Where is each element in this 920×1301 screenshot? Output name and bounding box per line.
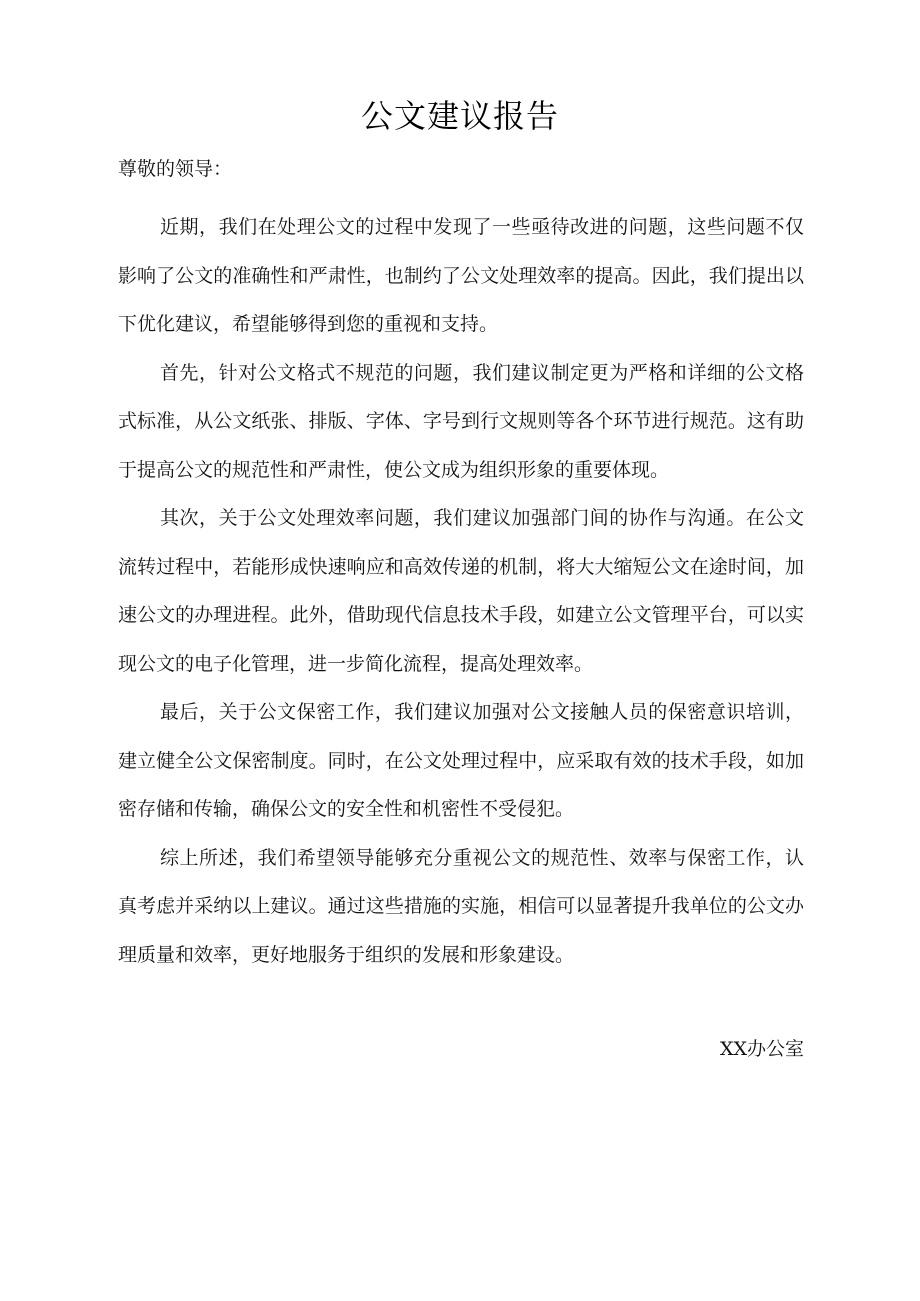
salutation: 尊敬的领导： [118, 158, 233, 180]
paragraph-conclusion: 综上所述，我们希望领导能够充分重视公文的规范性、效率与保密工作，认真考虑并采纳以上建议。通过这些措施的实施，相信可以显著提升我单位的公文办理质量和效率，更好地服务于组织的发展和形象建设。 [118, 846, 804, 966]
signature: XX办公室 [719, 1038, 804, 1060]
paragraph-confidentiality: 最后，关于公文保密工作，我们建议加强对公文接触人员的保密意识培训，建立健全公文保密制度。同时，在公文处理过程中，应采取有效的技术手段，如加密存储和传输，确保公文的安全性和机密性不受侵犯。 [118, 701, 804, 820]
paragraph-efficiency: 其次，关于公文处理效率问题，我们建议加强部门间的协作与沟通。在公文流转过程中，若能形成快速响应和高效传递的机制，将大大缩短公文在途时间，加速公文的办理进程。此外，借助现代信息技术手段，如建立公文管理平台，可以实现公文的电子化管理，进一步简化流程，提高处理效率。 [118, 507, 804, 675]
paragraph-format: 首先，针对公文格式不规范的问题，我们建议制定更为严格和详细的公文格式标准，从公文纸张、排版、字体、字号到行文规则等各个环节进行规范。这有助于提高公文的规范性和严肃性，使公文成为组织形象的重要体现。 [118, 361, 804, 481]
paragraph-intro: 近期，我们在处理公文的过程中发现了一些亟待改进的问题，这些问题不仅影响了公文的准确性和严肃性，也制约了公文处理效率的提高。因此，我们提出以下优化建议，希望能够得到您的重视和支持。 [118, 216, 804, 335]
document-body [118, 203, 804, 979]
document-title: 公文建议报告 [360, 97, 559, 135]
